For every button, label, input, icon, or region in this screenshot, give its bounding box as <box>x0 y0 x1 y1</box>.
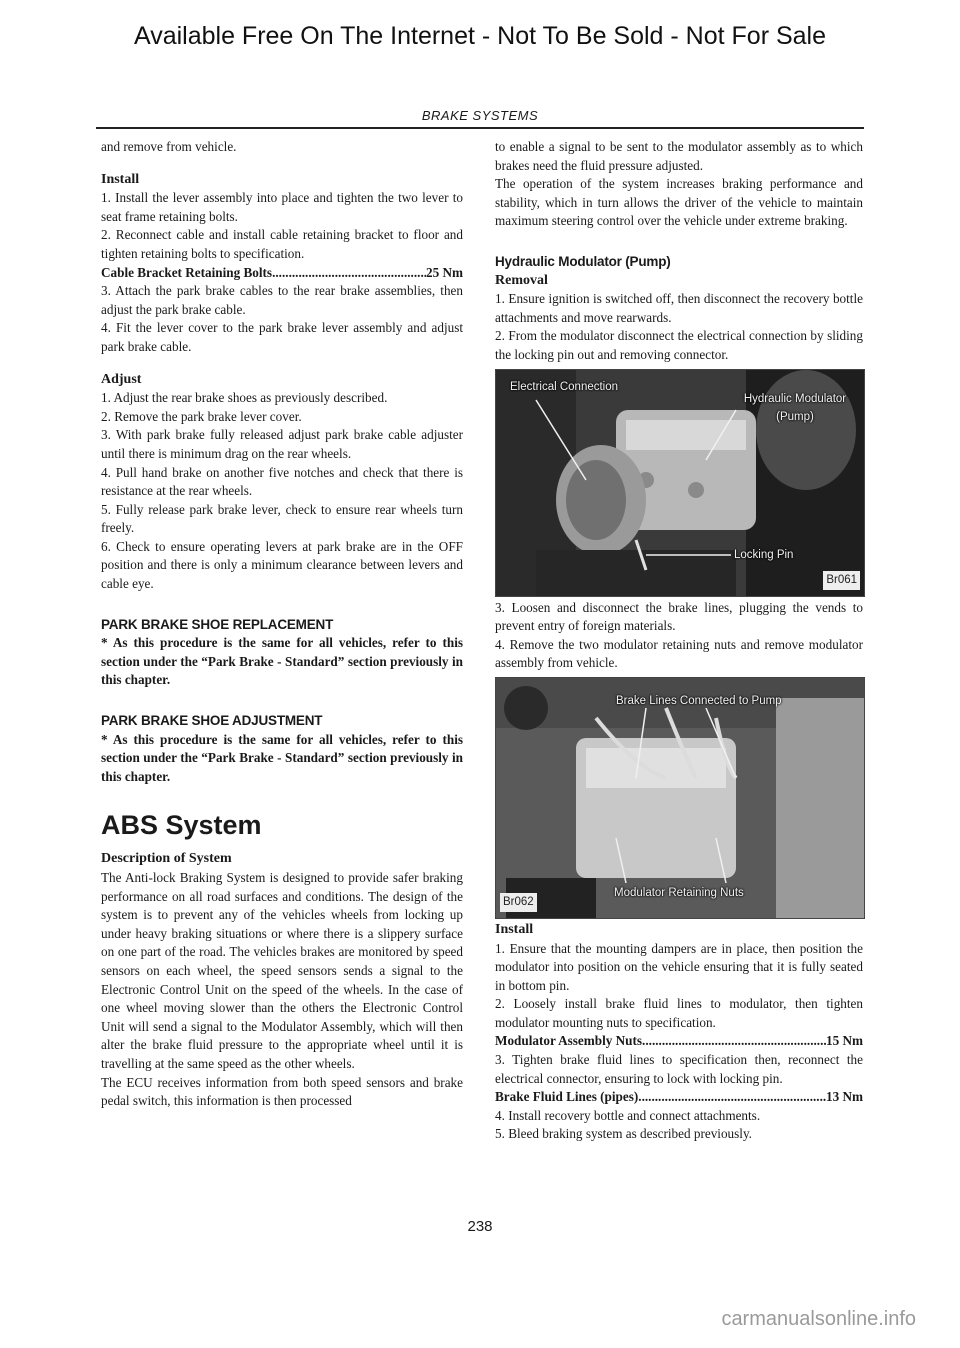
photo-modulator-lines <box>495 677 865 919</box>
label-hydraulic-modulator: Hydraulic Modulator (Pump) <box>743 392 847 424</box>
banner-notice: Available Free On The Internet - Not To Be Sold - Not For Sale <box>133 22 827 50</box>
modulator-heading: Hydraulic Modulator (Pump) <box>495 253 671 269</box>
removal-step: 1. Ensure ignition is switched off, then disconnect the recovery bottle attachments and move rearwards. <box>495 291 863 325</box>
adjust-heading: Adjust <box>101 371 142 387</box>
header-rule <box>96 127 864 129</box>
spec-cable-bracket <box>101 264 463 283</box>
spec-modulator-nuts <box>495 1032 863 1051</box>
shoe-adjustment-note: * As this procedure is the same for all vehicles, refer to this section under the “Park Brake - Standard” section previously in this chapter. <box>101 731 463 784</box>
description-paragraph: The Anti-lock Braking System is designed to provide safer braking performance on all road surfaces and conditions. The design of the system is to prevent any of the vehicles wheels from locking up under heavy braking situations or where there is a slippery surface on one part of the road. The vehicles brakes are monitored by speed sensors on each wheel, the speed sensors sends a signal to the Electronic Control Unit on the speed of the wheels. In the case of one wheel moving slower than the others the Electronic Control Unit will send a signal to the Modulator Assembly, which will then alter the brake fluid pressure to the appropriate wheel until it is travelling at the same speed as the other wheels. <box>101 870 463 1071</box>
adjust-step: 1. Adjust the rear brake shoes as previously described. <box>101 390 388 406</box>
description-paragraph: The ECU receives information from both speed sensors and brake pedal switch, this information is then processed <box>101 1074 463 1109</box>
photo-modulator-connection <box>495 369 865 597</box>
install-step: 2. Reconnect cable and install cable retaining bracket to floor and tighten retaining bolts to specification. <box>101 227 463 261</box>
removal-step: 4. Remove the two modulator retaining nuts and remove modulator assembly from vehicle. <box>495 636 863 671</box>
adjust-step: 5. Fully release park brake lever, check to ensure rear wheels turn freely. <box>101 501 463 536</box>
label-electrical-connection: Electrical Connection <box>510 380 619 393</box>
shoe-adjustment-heading: PARK BRAKE SHOE ADJUSTMENT <box>101 713 323 729</box>
intro-text: and remove from vehicle. <box>101 139 237 154</box>
spec-value: 15 Nm <box>826 1033 863 1049</box>
adjust-step: 3. With park brake fully released adjust park brake cable adjuster until there is minimum drag on the rear wheels. <box>101 427 463 461</box>
continuation-text: The operation of the system increases braking performance and stability, which in turn allows the driver of the vehicle to maintain maximum steering control over the vehicle under extreme braking. <box>495 176 863 229</box>
install-step: 3. Attach the park brake cables to the rear brake assemblies, then adjust the park brake cable. <box>101 283 463 317</box>
modulator-lines-photo <box>496 678 864 918</box>
spec-label: Brake Fluid Lines (pipes) <box>495 1089 639 1105</box>
shoe-replacement-note: * As this procedure is the same for all vehicles, refer to this section under the “Park Brake - Standard” section previously in this chapter. <box>101 635 463 688</box>
label-retaining-nuts: Modulator Retaining Nuts <box>614 886 744 899</box>
spec-label: Modulator Assembly Nuts <box>495 1033 643 1049</box>
install-step: 1. Ensure that the mounting dampers are in place, then position the modulator into position on the vehicle ensuring that it is fully seated in bottom pin. <box>495 940 863 993</box>
removal-heading: Removal <box>495 272 548 288</box>
continuation-text: to enable a signal to be sent to the modulator assembly as to which brakes need the fluid pressure adjusted. <box>495 139 863 173</box>
spec-brake-fluid-lines <box>495 1088 863 1107</box>
right-column <box>495 138 863 1144</box>
install-heading: Install <box>101 171 140 187</box>
left-column <box>101 138 463 1111</box>
spec-value: 13 Nm <box>826 1089 863 1105</box>
shoe-replacement-heading: PARK BRAKE SHOE REPLACEMENT <box>101 616 334 632</box>
install-step: 1. Install the lever assembly into place and tighten the two lever to seat frame retaining bolts. <box>101 190 463 224</box>
removal-step: 3. Loosen and disconnect the brake lines, plugging the vends to prevent entry of foreign materials. <box>495 599 863 634</box>
removal-step: 2. From the modulator disconnect the electrical connection by sliding the locking pin out and removing connector. <box>495 328 863 362</box>
label-brake-lines: Brake Lines Connected to Pump <box>616 694 782 707</box>
abs-heading: ABS System <box>101 810 262 841</box>
spec-value: 25 Nm <box>426 264 463 280</box>
photo-code: Br061 <box>823 571 860 590</box>
spec-label: Cable Bracket Retaining Bolts <box>101 264 273 280</box>
description-heading: Description of System <box>101 851 232 867</box>
install-step: 5. Bleed braking system as described previously. <box>495 1126 752 1142</box>
install-step: 4. Fit the lever cover to the park brake lever assembly and adjust park brake cable. <box>101 320 463 354</box>
install-step: 4. Install recovery bottle and connect attachments. <box>495 1107 761 1123</box>
install-heading: Install <box>495 921 534 937</box>
install-step: 3. Tighten brake fluid lines to specification then, reconnect the electrical connector, ensuring to lock with locking pin. <box>495 1052 863 1086</box>
page-number: 238 <box>467 1218 493 1235</box>
label-locking-pin: Locking Pin <box>734 548 794 561</box>
adjust-step: 4. Pull hand brake on another five notches and check that there is resistance at the rear wheels. <box>101 464 463 499</box>
footer-watermark: carmanualsonline.info <box>721 1308 916 1330</box>
install-step: 2. Loosely install brake fluid lines to modulator, then tighten modulator mounting nuts to specification. <box>495 996 863 1030</box>
adjust-step: 6. Check to ensure operating levers at park brake are in the OFF position and there is only a minimum clearance between levers and cable eye. <box>101 538 463 592</box>
photo-code: Br062 <box>500 893 537 912</box>
adjust-step: 2. Remove the park brake lever cover. <box>101 408 302 424</box>
running-head: BRAKE SYSTEMS <box>421 108 539 123</box>
